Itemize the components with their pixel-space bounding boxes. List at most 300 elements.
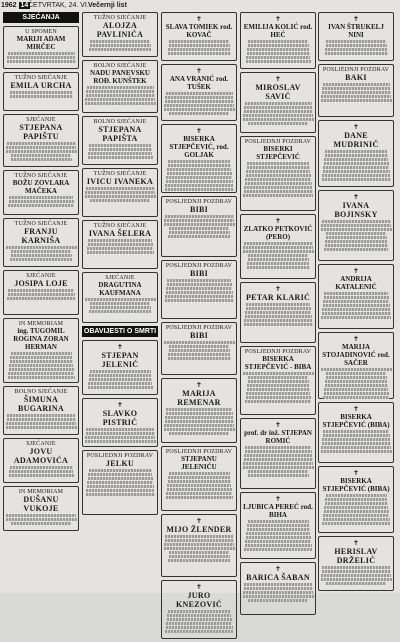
obituary-notice <box>318 332 394 399</box>
notice-body-text <box>89 374 151 377</box>
notice-body-text <box>88 382 152 385</box>
notice-body-text <box>246 307 311 310</box>
notice-body-text <box>165 96 233 99</box>
notice-name: JOSIPA LOJE <box>14 279 68 288</box>
obituary-notice <box>82 340 158 395</box>
notice-body-text <box>86 432 155 435</box>
notice-name: PETAR KLARIĆ <box>245 293 311 302</box>
notice-body-text <box>11 254 72 257</box>
issue-date: ČETVRTAK, 24. VI. <box>28 2 89 9</box>
cross-icon: ✝ <box>275 217 281 225</box>
obituary-notice <box>161 322 237 375</box>
notice-body-text <box>321 450 392 453</box>
notice-body-text <box>321 574 391 577</box>
notice-body-text <box>89 144 151 147</box>
obituary-notice <box>240 492 316 559</box>
notice-body-text <box>164 543 234 546</box>
notice-name: STJEPANA PAPIŠTU <box>19 123 63 141</box>
notice-body-text <box>321 446 391 449</box>
obituary-notice <box>3 218 79 267</box>
cross-icon: ✝ <box>275 15 281 23</box>
notice-body-text <box>169 349 230 352</box>
notice-name: MIROSLAV SAVIĆ <box>255 83 301 101</box>
notice-name: SLAVKO PISTRIĆ <box>102 409 138 427</box>
notice-body-text <box>322 566 390 569</box>
notice-body-text <box>244 587 313 590</box>
notice-body-text <box>90 306 151 309</box>
notice-body-text <box>8 372 74 375</box>
notice-body-text <box>90 199 150 202</box>
notice-body-text <box>248 44 309 47</box>
notice-body-text <box>169 551 229 554</box>
notice-name: MIJO ŽLENDER <box>166 525 232 534</box>
notice-title: SJEĆANJE <box>26 273 56 279</box>
notice-body-text <box>168 52 231 55</box>
obituary-notice <box>318 64 394 117</box>
notice-body-text <box>87 251 154 254</box>
notice-title: U SPOMEN <box>25 29 57 35</box>
notice-body-text <box>245 311 311 314</box>
notice-name: STJEPAN JELENIĆ <box>101 351 139 369</box>
notice-body-text <box>165 295 233 298</box>
obituary-notice <box>240 418 316 489</box>
notice-body-text <box>166 622 232 625</box>
notice-body-text <box>244 242 313 245</box>
obituary-notice <box>318 536 394 591</box>
notice-name: BISERKA STJEPČEVIĆ, rod. GOLJAK <box>169 135 229 159</box>
notice-body-text <box>11 250 71 253</box>
notice-body-text <box>9 364 73 367</box>
notice-body-text <box>248 122 308 125</box>
notice-body-text <box>167 614 231 617</box>
notice-name: STJEPANU JELENIĆU <box>181 455 217 471</box>
notice-name: ANA VRANIĆ rod. TUŠEK <box>169 75 229 91</box>
notice-title: TUŽNO SJEĆANJE <box>14 221 68 227</box>
notice-body-text <box>324 392 389 395</box>
notice-body-text <box>168 48 230 51</box>
notice-body-text <box>169 44 230 47</box>
notice-name: ZLATKO PETKOVIĆ (PERO) <box>243 225 313 241</box>
notice-body-text <box>326 372 386 375</box>
obituary-notice <box>82 60 158 113</box>
notice-title: SJEĆANJE <box>26 117 56 123</box>
notice-name: ing. TUGOMIL ROGINA ZORAN HERMAN <box>13 327 69 351</box>
notice-body-text <box>165 420 234 423</box>
obituary-notice <box>161 378 237 443</box>
notice-body-text <box>246 536 311 539</box>
obituary-notice <box>161 64 237 121</box>
notice-body-text <box>168 480 231 483</box>
notice-body-text <box>243 595 314 598</box>
obituary-notice <box>240 562 316 615</box>
notice-body-text <box>325 384 388 387</box>
notice-body-text <box>245 182 312 185</box>
obituary-notice <box>318 12 394 61</box>
notice-name: DUŠANU VUKOJE <box>23 495 59 513</box>
notice-body-text <box>165 630 233 633</box>
notice-body-text <box>244 548 312 551</box>
notice-body-text <box>85 102 156 105</box>
notice-body-text <box>88 239 152 242</box>
notice-body-text <box>86 94 155 97</box>
notice-name: BISERKA STJEPČEVIĆ (BIBA) <box>322 477 390 493</box>
notice-body-text <box>321 316 391 319</box>
notice-body-text <box>10 95 73 98</box>
notice-title: POSLJEDNJI POZDRAV <box>244 349 312 355</box>
notice-body-text <box>85 195 156 198</box>
notice-body-text <box>326 582 386 585</box>
notice-body-text <box>248 474 309 477</box>
notice-title: POSLJEDNJI POZDRAV <box>165 449 233 455</box>
notice-body-text <box>243 250 314 253</box>
notice-body-text <box>248 376 308 379</box>
notice-body-text <box>325 150 387 153</box>
notice-body-text <box>247 48 309 51</box>
notice-body-text <box>6 518 77 521</box>
notice-body-text <box>166 408 232 411</box>
cross-icon: ✝ <box>353 469 359 477</box>
cross-icon: ✝ <box>275 421 281 429</box>
notice-body-text <box>166 287 232 290</box>
notice-body-text <box>166 496 233 499</box>
cross-icon: ✝ <box>196 15 202 23</box>
notice-body-text <box>243 194 313 197</box>
notice-body-text <box>325 244 388 247</box>
notice-body-text <box>243 246 313 249</box>
notice-body-text <box>86 428 154 431</box>
notice-title: POSLJEDNJI POZDRAV <box>322 67 390 73</box>
notice-body-text <box>326 494 387 497</box>
notice-body-text <box>90 370 151 373</box>
notice-body-text <box>87 481 153 484</box>
notice-body-text <box>324 388 388 391</box>
notice-body-text <box>323 430 389 433</box>
cross-icon: ✝ <box>196 67 202 75</box>
notice-body-text <box>9 474 74 477</box>
notice-name: BISERKA STJEPČEVIĆ (BIBA) <box>322 413 390 429</box>
notice-body-text <box>245 102 312 105</box>
notice-body-text <box>11 352 72 355</box>
notice-body-text <box>248 470 308 473</box>
notice-body-text <box>321 95 391 98</box>
notice-body-text <box>244 583 312 586</box>
notice-body-text <box>322 312 391 315</box>
notice-body-text <box>245 544 312 547</box>
notice-name: IVICU IVANEKA <box>86 177 154 186</box>
notice-name: JURO KNEZOVIĆ <box>176 591 222 609</box>
obituary-notice <box>161 446 237 511</box>
obituary-notice <box>161 124 237 193</box>
obituary-notice <box>318 264 394 329</box>
notice-body-text <box>164 547 235 550</box>
notice-body-text <box>247 162 309 165</box>
notice-body-text <box>164 424 234 427</box>
notice-body-text <box>165 188 234 191</box>
notice-body-text <box>326 376 387 379</box>
notice-body-text <box>169 112 229 115</box>
obituary-notice <box>318 190 394 261</box>
notice-body-text <box>85 440 156 443</box>
notice-body-text <box>322 178 391 181</box>
notice-body-text <box>244 454 312 457</box>
notice-body-text <box>247 388 310 391</box>
obituary-notice <box>3 386 79 435</box>
obituary-notice <box>82 12 158 57</box>
obituary-notice <box>3 72 79 111</box>
obituary-notice <box>240 72 316 133</box>
notice-title: SJEĆANJE <box>105 275 135 281</box>
notice-body-text <box>168 559 230 562</box>
notice-name: SLAVA TOMIEK rod. KOVAČ <box>165 23 233 39</box>
notice-title: TUŽNO SJEĆANJE <box>14 173 68 179</box>
notice-body-text <box>6 514 76 517</box>
notice-title: BOLNO SJEĆANJE <box>14 389 68 395</box>
notice-body-text <box>10 91 72 94</box>
notice-body-text <box>248 380 309 383</box>
notice-body-text <box>168 610 231 613</box>
notice-body-text <box>169 40 229 43</box>
notice-body-text <box>323 434 390 437</box>
notice-body-text <box>246 303 310 306</box>
notice-name: JELKU <box>105 459 135 468</box>
notice-body-text <box>325 48 387 51</box>
notice-name: ANDRIJA KATALENIĆ <box>335 275 377 291</box>
notice-body-text <box>6 150 77 153</box>
notice-body-text <box>86 90 154 93</box>
notice-body-text <box>324 506 388 509</box>
notice-body-text <box>323 170 390 173</box>
notice-body-text <box>165 416 233 419</box>
notice-body-text <box>9 200 74 203</box>
notice-body-text <box>247 266 310 269</box>
obituary-notice <box>161 580 237 639</box>
notice-body-text <box>169 345 229 348</box>
notice-body-text <box>324 296 389 299</box>
notice-name: STJEPANA PAPIŠTA <box>98 125 142 143</box>
notice-body-text <box>168 164 231 167</box>
notice-body-text <box>85 98 155 101</box>
notice-body-text <box>322 442 391 445</box>
obituary-notice <box>82 168 158 217</box>
notice-title: SJEĆANJE <box>26 441 56 447</box>
obituary-notice <box>3 438 79 483</box>
notice-body-text <box>9 368 74 371</box>
notice-body-text <box>164 428 235 431</box>
cross-icon: ✝ <box>117 343 123 351</box>
cross-icon: ✝ <box>196 127 202 135</box>
notice-name: JOVU ADAMOVIĆA <box>13 447 69 465</box>
notice-name: ŠIMUNA BUGARINA <box>18 395 64 413</box>
notice-body-text <box>168 353 230 356</box>
obituary-notice <box>318 402 394 463</box>
notice-body-text <box>7 418 76 421</box>
notice-body-text <box>8 52 75 55</box>
notice-body-text <box>168 357 231 360</box>
obituary-notice <box>3 170 79 215</box>
notice-body-text <box>85 191 155 194</box>
column-1 <box>3 12 79 534</box>
notice-body-text <box>322 174 390 177</box>
notice-body-text <box>6 426 77 429</box>
notice-body-text <box>245 540 311 543</box>
notice-title: BOLNO SJEĆANJE <box>93 63 147 69</box>
notice-body-text <box>10 466 73 469</box>
notice-body-text <box>326 44 387 47</box>
notice-body-text <box>166 291 233 294</box>
notice-name: EMILIJA KOLIĆ rod. HEĆ <box>243 23 313 39</box>
notice-body-text <box>164 223 235 226</box>
notice-body-text <box>89 48 151 51</box>
notice-body-text <box>167 279 231 282</box>
obituary-notice <box>82 450 158 515</box>
notice-title: POSLJEDNJI POZDRAV <box>86 453 154 459</box>
obituary-notice <box>3 486 79 531</box>
notice-body-text <box>324 292 388 295</box>
notice-body-text <box>7 56 75 59</box>
notice-body-text <box>8 289 74 292</box>
notice-body-text <box>324 248 388 251</box>
obituary-notice <box>161 12 237 61</box>
notice-body-text <box>245 315 312 318</box>
cross-icon: ✝ <box>353 123 359 131</box>
obituary-notice <box>161 514 237 577</box>
cross-icon: ✝ <box>275 565 281 573</box>
notice-name: MARIJA REMENAR <box>177 389 221 407</box>
notice-body-text <box>322 308 390 311</box>
page-number <box>1 2 30 9</box>
notice-body-text <box>326 40 386 43</box>
notice-name: LJUBICA PEREĆ rod. BIHA <box>243 503 313 519</box>
obituary-notice <box>318 120 394 187</box>
obituary-notice <box>240 346 316 415</box>
obituary-notice <box>82 272 158 323</box>
notice-name: ALOJZA PAVLINIĆA <box>96 21 144 39</box>
cross-icon: ✝ <box>353 15 359 23</box>
notice-title: IN MEMORIAM <box>18 321 64 327</box>
notice-name: DANE MUDRINIĆ <box>333 131 379 149</box>
notice-name: BAKI <box>345 73 367 82</box>
notice-body-text <box>167 172 232 175</box>
notice-body-text <box>245 446 311 449</box>
notice-body-text <box>244 110 313 113</box>
obituary-notice <box>82 116 158 165</box>
notice-name: NADU PANEVSKU ROĐ. KUNŠTEK <box>90 69 150 85</box>
notice-name: BARICA ŠABAN <box>246 573 310 582</box>
notice-body-text <box>86 493 155 496</box>
notice-name: prof. dr inž. STJEPAN ROMIĆ <box>244 429 312 445</box>
notice-body-text <box>168 160 230 163</box>
notice-body-text <box>246 396 311 399</box>
notice-body-text <box>167 618 232 621</box>
notice-body-text <box>6 422 76 425</box>
notice-body-text <box>246 532 310 535</box>
notice-body-text <box>168 235 230 238</box>
notice-title: POSLJEDNJI POZDRAV <box>165 199 233 205</box>
notice-body-text <box>86 187 155 190</box>
notice-body-text <box>325 502 388 505</box>
obituary-notice <box>240 136 316 211</box>
cross-icon: ✝ <box>353 193 359 201</box>
notice-body-text <box>324 162 389 165</box>
notice-body-text <box>167 168 231 171</box>
notice-body-text <box>10 360 73 363</box>
notice-body-text <box>243 114 313 117</box>
notice-body-text <box>323 518 390 521</box>
notice-body-text <box>169 432 229 435</box>
notice-body-text <box>244 323 313 326</box>
notice-body-text <box>322 522 390 525</box>
notice-title: TUŽNO SJEĆANJE <box>14 75 68 81</box>
column-2 <box>82 12 158 518</box>
notice-body-text <box>168 476 230 479</box>
notice-body-text <box>245 450 312 453</box>
notice-body-text <box>323 300 389 303</box>
notice-name: BIBI <box>189 269 209 278</box>
cross-icon: ✝ <box>353 539 359 547</box>
notice-body-text <box>88 386 153 389</box>
notice-body-text <box>166 412 233 415</box>
notice-body-text <box>325 52 388 55</box>
notice-body-text <box>87 485 154 488</box>
notice-body-text <box>164 341 235 344</box>
notice-body-text <box>326 236 387 239</box>
notice-name: FRANJU KARNIŠA <box>21 227 61 245</box>
notice-body-text <box>247 52 310 55</box>
cross-icon: ✝ <box>196 583 202 591</box>
notice-body-text <box>11 154 71 157</box>
notice-body-text <box>11 158 72 161</box>
notice-body-text <box>243 118 314 121</box>
notice-body-text <box>247 166 310 169</box>
notice-body-text <box>325 154 388 157</box>
notice-body-text <box>11 522 71 525</box>
notice-body-text <box>246 56 310 59</box>
notice-body-text <box>6 146 76 149</box>
notice-body-text <box>323 304 390 307</box>
notice-body-text <box>246 392 310 395</box>
notice-body-text <box>165 100 234 103</box>
notice-body-text <box>166 492 232 495</box>
notice-name: IVAN ŠTRUKELJ NINI <box>328 23 384 39</box>
obituary-notice <box>82 398 158 447</box>
cross-icon: ✝ <box>353 405 359 413</box>
notice-body-text <box>243 462 313 465</box>
notice-body-text <box>169 555 230 558</box>
notice-body-text <box>165 535 233 538</box>
notice-body-text <box>247 528 310 531</box>
notice-body-text <box>248 258 309 261</box>
notice-body-text <box>7 142 76 145</box>
notice-body-text <box>89 148 152 151</box>
cross-icon: ✝ <box>196 517 202 525</box>
notice-body-text <box>166 176 232 179</box>
notice-body-text <box>244 319 312 322</box>
notice-title: POSLJEDNJI POZDRAV <box>165 325 233 331</box>
notice-body-text <box>325 380 387 383</box>
notice-body-text <box>165 539 234 542</box>
notice-body-text <box>166 180 233 183</box>
notice-body-text <box>243 466 314 469</box>
notice-body-text <box>245 178 311 181</box>
notice-body-text <box>243 372 314 375</box>
notice-body-text <box>321 578 392 581</box>
notice-body-text <box>10 356 72 359</box>
obituary-notice <box>240 214 316 279</box>
notice-body-text <box>165 184 233 187</box>
notice-body-text <box>248 599 308 602</box>
notice-body-text <box>324 158 388 161</box>
notice-body-text <box>321 224 391 227</box>
